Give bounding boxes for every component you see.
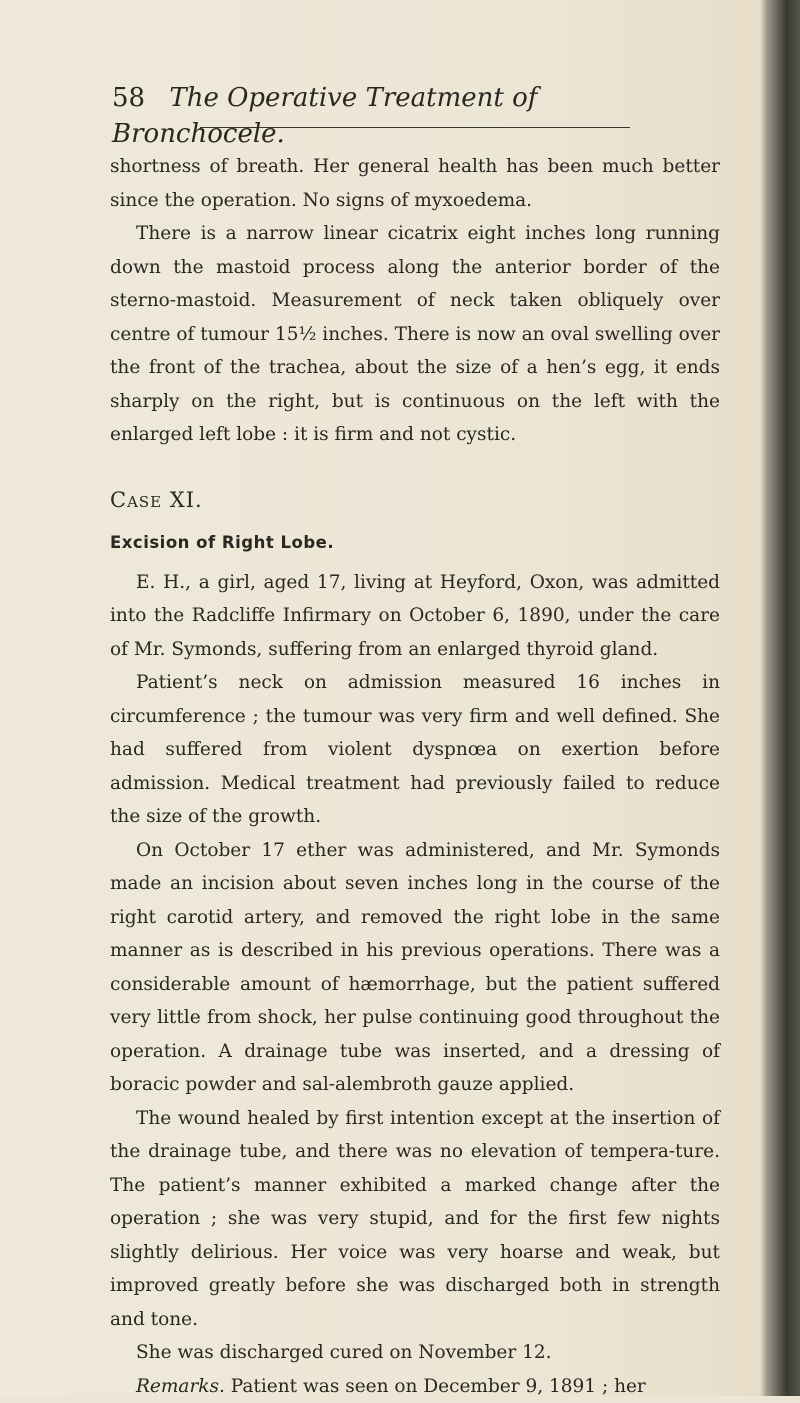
book-spine: [766, 0, 800, 1396]
paragraph: E. H., a girl, aged 17, living at Heyford, Oxon, was admitted into the Radcliffe Infirmary on October 6, 1890, under the care of Mr. Symonds, suffering from an enlarged thyroid gland.: [110, 566, 720, 667]
running-title: The Operative Treatment of Bronchocele.: [112, 83, 537, 149]
body-text: [110, 150, 720, 1403]
remarks-paragraph: [110, 1370, 720, 1403]
case-subheading: Excision of Right Lobe.: [110, 526, 720, 560]
paragraph: Patient’s neck on admission measured 16 inches in circumference ; the tumour was very firm and well defined. She had suffered from violent dyspnœa on exertion before admission. Medical treatment had previously failed to reduce the size of the growth.: [110, 666, 720, 834]
paragraph: On October 17 ether was administered, and Mr. Symonds made an incision about seven inches long in the course of the right carotid artery, and removed the right lobe in the same manner as is described in his previous operations. There was a considerable amount of hæmorrhage, but the patient suffered very little from shock, her pulse continuing good throughout the operation. A drainage tube was inserted, and a dressing of boracic powder and sal-alembroth gauze applied.: [110, 834, 720, 1102]
running-header: [112, 80, 712, 120]
paragraph: shortness of breath. Her general health has been much better since the operation. No signs of myxoedema.: [110, 150, 720, 217]
remarks-text: Patient was seen on December 9, 1891 ; her: [231, 1376, 646, 1397]
paragraph: The wound healed by first intention except at the insertion of the drainage tube, and there was no elevation of tempera-ture. The patient’s manner exhibited a marked change after the operation ; she was very stupid, and for the first few nights slightly delirious. Her voice was very hoarse and weak, but improved greatly before she was discharged both in strength and tone.: [110, 1102, 720, 1337]
header-rule: [200, 127, 630, 128]
page-number: 58: [112, 83, 145, 113]
paragraph: There is a narrow linear cicatrix eight inches long running down the mastoid process along the anterior border of the sterno-mastoid. Measurement of neck taken obliquely over centre of tumour 15½ inches. There is now an oval swelling over the front of the trachea, about the size of a hen’s egg, it ends sharply on the right, but is continuous on the left with the enlarged left lobe : it is firm and not cystic.: [110, 217, 720, 452]
remarks-label: Remarks.: [136, 1376, 225, 1397]
paragraph: She was discharged cured on November 12.: [110, 1336, 720, 1370]
case-heading: Case XI.: [110, 482, 720, 518]
